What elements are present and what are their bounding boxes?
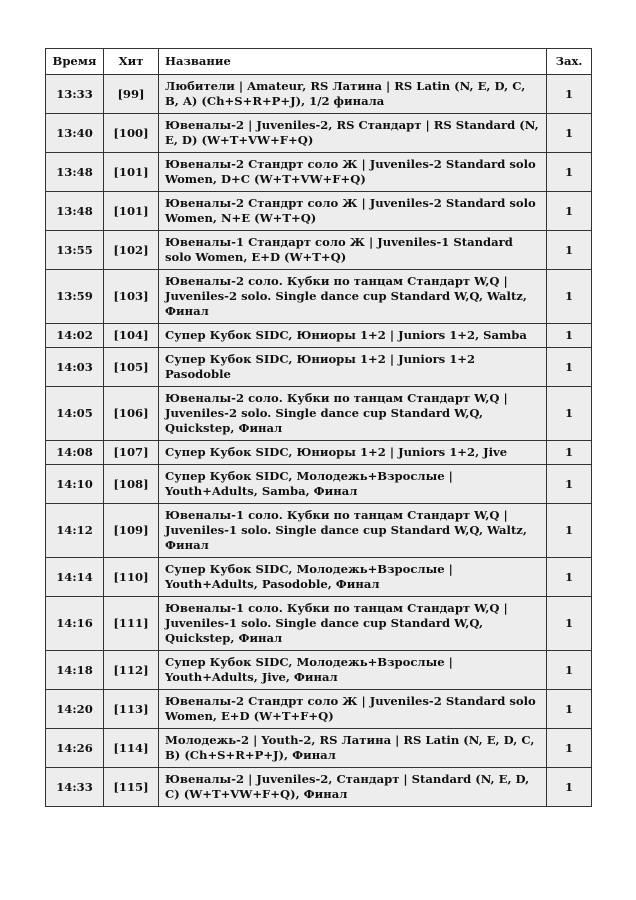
time-cell: 13:48 xyxy=(46,192,104,231)
heat-cell: [110] xyxy=(104,558,159,597)
floor-cell: 1 xyxy=(547,651,592,690)
floor-cell: 1 xyxy=(547,597,592,651)
heat-cell: [115] xyxy=(104,768,159,807)
table-row xyxy=(46,324,592,348)
time-cell: 14:12 xyxy=(46,504,104,558)
table-row xyxy=(46,231,592,270)
schedule-table xyxy=(45,48,592,807)
table-row xyxy=(46,597,592,651)
heat-cell: [107] xyxy=(104,441,159,465)
time-cell: 13:40 xyxy=(46,114,104,153)
table-row xyxy=(46,504,592,558)
floor-cell: 1 xyxy=(547,270,592,324)
table-row xyxy=(46,768,592,807)
floor-cell: 1 xyxy=(547,153,592,192)
heat-cell: [108] xyxy=(104,465,159,504)
table-row xyxy=(46,387,592,441)
name-cell: Ювеналы-2 Стандрт соло Ж | Juveniles-2 Standard solo Women, D+C (W+T+VW+F+Q) xyxy=(159,153,547,192)
table-row xyxy=(46,192,592,231)
name-cell: Супер Кубок SIDC, Юниоры 1+2 | Juniors 1+2 Pasodoble xyxy=(159,348,547,387)
name-cell: Супер Кубок SIDC, Молодежь+Взрослые | Youth+Adults, Samba, Финал xyxy=(159,465,547,504)
time-cell: 14:16 xyxy=(46,597,104,651)
heat-cell: [102] xyxy=(104,231,159,270)
time-cell: 13:59 xyxy=(46,270,104,324)
time-cell: 14:26 xyxy=(46,729,104,768)
heat-cell: [113] xyxy=(104,690,159,729)
table-row xyxy=(46,690,592,729)
heat-cell: [99] xyxy=(104,75,159,114)
floor-cell: 1 xyxy=(547,768,592,807)
time-cell: 14:14 xyxy=(46,558,104,597)
floor-cell: 1 xyxy=(547,558,592,597)
table-row xyxy=(46,465,592,504)
floor-cell: 1 xyxy=(547,465,592,504)
time-cell: 14:20 xyxy=(46,690,104,729)
name-cell: Ювеналы-2 Стандрт соло Ж | Juveniles-2 Standard solo Women, N+E (W+T+Q) xyxy=(159,192,547,231)
table-row xyxy=(46,558,592,597)
heat-cell: [111] xyxy=(104,597,159,651)
name-cell: Любители | Amateur, RS Латина | RS Latin (N, E, D, C, B, A) (Ch+S+R+P+J), 1/2 финала xyxy=(159,75,547,114)
heat-cell: [103] xyxy=(104,270,159,324)
table-row xyxy=(46,348,592,387)
time-cell: 14:03 xyxy=(46,348,104,387)
time-cell: 14:02 xyxy=(46,324,104,348)
heat-cell: [114] xyxy=(104,729,159,768)
header-floor: Зах. xyxy=(547,49,592,75)
floor-cell: 1 xyxy=(547,387,592,441)
heat-cell: [101] xyxy=(104,153,159,192)
name-cell: Ювеналы-2 соло. Кубки по танцам Стандарт W,Q | Juveniles-2 solo. Single dance cup Standard W,Q, Waltz, Финал xyxy=(159,270,547,324)
table-row xyxy=(46,75,592,114)
name-cell: Супер Кубок SIDC, Юниоры 1+2 | Juniors 1+2, Jive xyxy=(159,441,547,465)
header-heat: Хит xyxy=(104,49,159,75)
table-row xyxy=(46,729,592,768)
floor-cell: 1 xyxy=(547,729,592,768)
floor-cell: 1 xyxy=(547,324,592,348)
name-cell: Супер Кубок SIDC, Юниоры 1+2 | Juniors 1+2, Samba xyxy=(159,324,547,348)
table-body xyxy=(46,75,592,807)
name-cell: Молодежь-2 | Youth-2, RS Латина | RS Latin (N, E, D, C, B) (Ch+S+R+P+J), Финал xyxy=(159,729,547,768)
table-row xyxy=(46,270,592,324)
floor-cell: 1 xyxy=(547,441,592,465)
name-cell: Супер Кубок SIDC, Молодежь+Взрослые | Youth+Adults, Pasodoble, Финал xyxy=(159,558,547,597)
floor-cell: 1 xyxy=(547,231,592,270)
name-cell: Ювеналы-2 Стандрт соло Ж | Juveniles-2 Standard solo Women, E+D (W+T+F+Q) xyxy=(159,690,547,729)
floor-cell: 1 xyxy=(547,192,592,231)
heat-cell: [105] xyxy=(104,348,159,387)
floor-cell: 1 xyxy=(547,690,592,729)
floor-cell: 1 xyxy=(547,348,592,387)
name-cell: Ювеналы-2 | Juveniles-2, RS Стандарт | RS Standard (N, E, D) (W+T+VW+F+Q) xyxy=(159,114,547,153)
heat-cell: [100] xyxy=(104,114,159,153)
heat-cell: [104] xyxy=(104,324,159,348)
name-cell: Ювеналы-1 Стандарт соло Ж | Juveniles-1 Standard solo Women, E+D (W+T+Q) xyxy=(159,231,547,270)
floor-cell: 1 xyxy=(547,114,592,153)
heat-cell: [112] xyxy=(104,651,159,690)
time-cell: 14:05 xyxy=(46,387,104,441)
name-cell: Ювеналы-1 соло. Кубки по танцам Стандарт W,Q | Juveniles-1 solo. Single dance cup Standard W,Q, Quickstep, Финал xyxy=(159,597,547,651)
table-row xyxy=(46,114,592,153)
time-cell: 13:33 xyxy=(46,75,104,114)
time-cell: 13:48 xyxy=(46,153,104,192)
name-cell: Супер Кубок SIDC, Молодежь+Взрослые | Youth+Adults, Jive, Финал xyxy=(159,651,547,690)
time-cell: 14:10 xyxy=(46,465,104,504)
table-row xyxy=(46,651,592,690)
name-cell: Ювеналы-2 | Juveniles-2, Стандарт | Standard (N, E, D, C) (W+T+VW+F+Q), Финал xyxy=(159,768,547,807)
table-row xyxy=(46,441,592,465)
name-cell: Ювеналы-1 соло. Кубки по танцам Стандарт W,Q | Juveniles-1 solo. Single dance cup Standard W,Q, Waltz, Финал xyxy=(159,504,547,558)
time-cell: 13:55 xyxy=(46,231,104,270)
floor-cell: 1 xyxy=(547,75,592,114)
header-row xyxy=(46,49,592,75)
time-cell: 14:08 xyxy=(46,441,104,465)
name-cell: Ювеналы-2 соло. Кубки по танцам Стандарт W,Q | Juveniles-2 solo. Single dance cup Standard W,Q, Quickstep, Финал xyxy=(159,387,547,441)
heat-cell: [101] xyxy=(104,192,159,231)
floor-cell: 1 xyxy=(547,504,592,558)
time-cell: 14:18 xyxy=(46,651,104,690)
table-row xyxy=(46,153,592,192)
heat-cell: [106] xyxy=(104,387,159,441)
header-name: Название xyxy=(159,49,547,75)
header-time: Время xyxy=(46,49,104,75)
time-cell: 14:33 xyxy=(46,768,104,807)
heat-cell: [109] xyxy=(104,504,159,558)
